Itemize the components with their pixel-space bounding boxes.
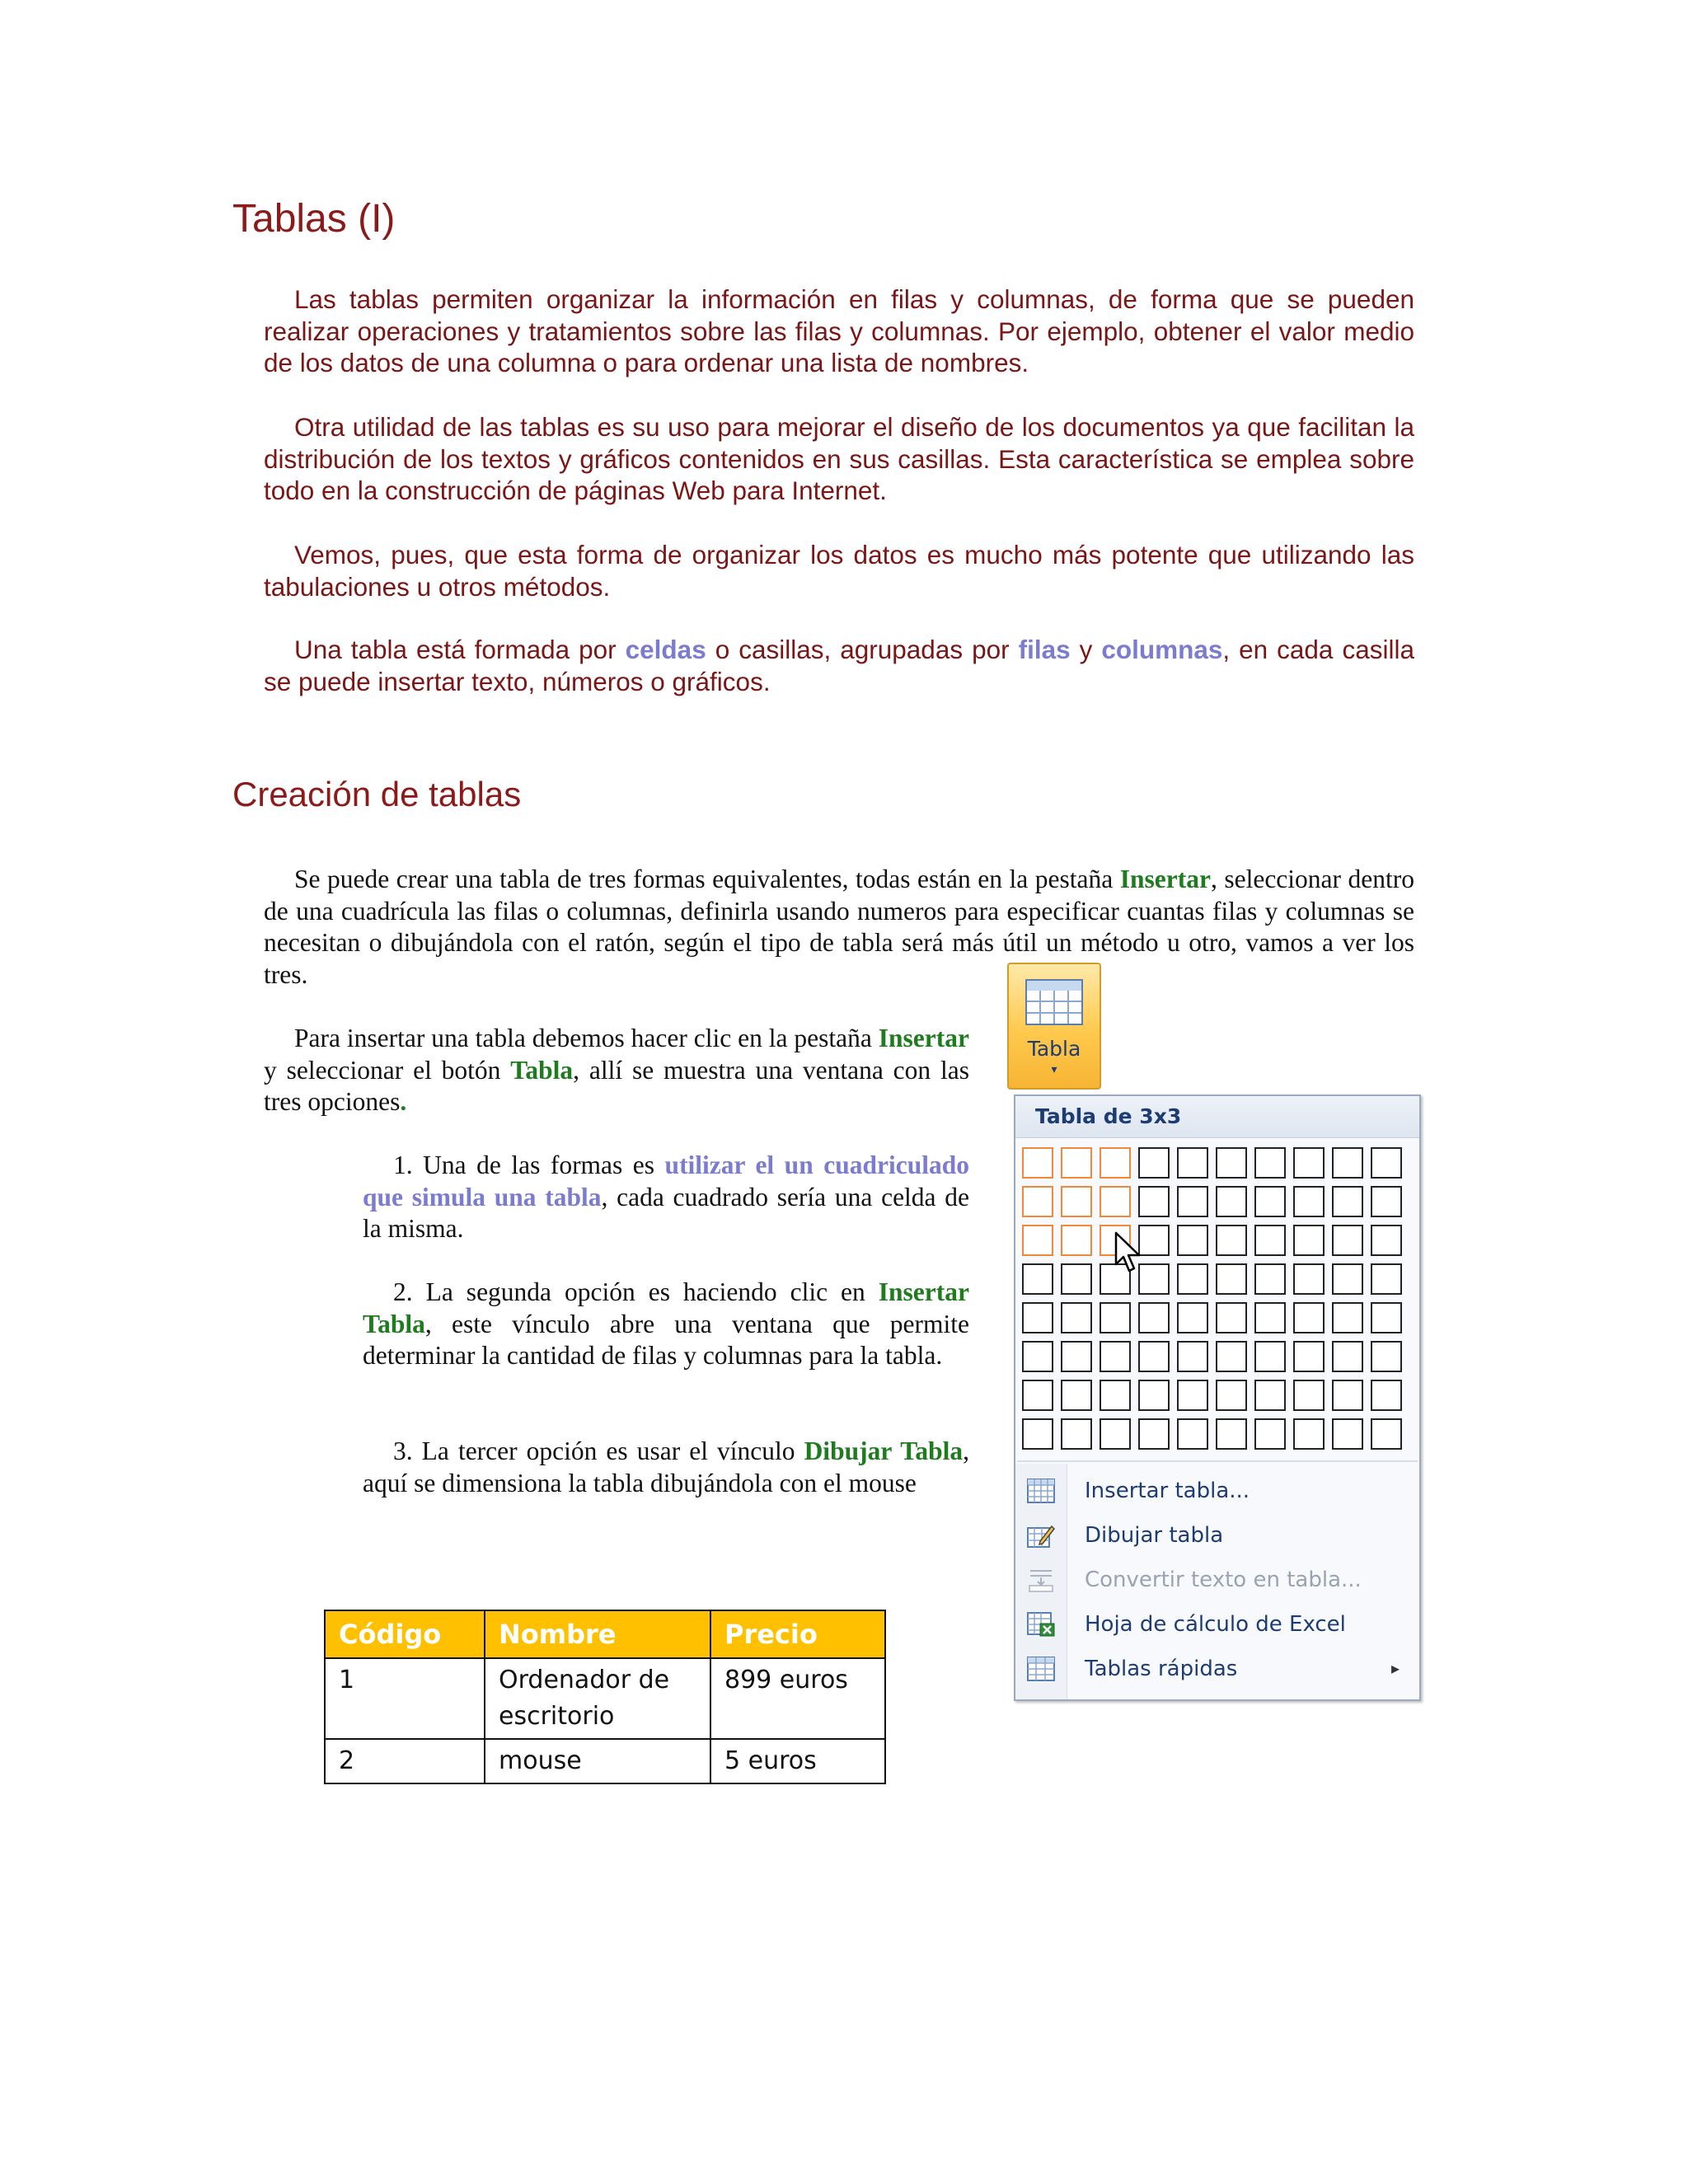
chevron-down-icon: ▾: [1051, 1063, 1057, 1076]
table-header-row: [325, 1610, 885, 1658]
grid-cell[interactable]: [1100, 1380, 1131, 1411]
paragraph-1: Las tablas permiten organizar la información en filas y columnas, de forma que se pueden realizar operaciones y tratamientos sobre las filas y columnas. Por ejemplo, obtener el valor medio de los datos de una columna o para ordenar una lista de nombres.: [264, 284, 1414, 377]
grid-cell[interactable]: [1138, 1147, 1170, 1179]
grid-cell[interactable]: [1138, 1263, 1170, 1295]
grid-cell[interactable]: [1022, 1225, 1053, 1256]
opt1-highlight: utilizar el un cuadriculado que simula una tabla: [363, 1151, 969, 1212]
grid-cell[interactable]: [1371, 1263, 1402, 1295]
grid-cell[interactable]: [1216, 1302, 1247, 1333]
opt2-highlight: Insertar Tabla: [363, 1277, 969, 1338]
grid-cell[interactable]: [1332, 1418, 1363, 1450]
grid-cell[interactable]: [1138, 1418, 1170, 1450]
mouse-pointer-icon: [1114, 1231, 1142, 1274]
grid-cell[interactable]: [1254, 1263, 1286, 1295]
grid-size-label: Tabla de 3x3: [1035, 1104, 1182, 1128]
grid-cell[interactable]: [1061, 1263, 1092, 1295]
table-cell: 5 euros: [710, 1739, 885, 1783]
grid-cell[interactable]: [1371, 1380, 1402, 1411]
grid-cell[interactable]: [1177, 1225, 1208, 1256]
grid-cell[interactable]: [1022, 1418, 1053, 1450]
table-icon: [1025, 979, 1083, 1025]
menu-item-label: Tablas rápidas: [1085, 1657, 1238, 1681]
grid-cell[interactable]: [1332, 1380, 1363, 1411]
grid-cell[interactable]: [1371, 1225, 1402, 1256]
grid-cell[interactable]: [1293, 1263, 1325, 1295]
p4-text-1: Una tabla está formada por: [294, 635, 626, 664]
grid-cell[interactable]: [1254, 1186, 1286, 1217]
grid-cell[interactable]: [1138, 1302, 1170, 1333]
section-title: Creación de tablas: [232, 775, 522, 813]
grid-cell[interactable]: [1254, 1147, 1286, 1179]
grid-cell[interactable]: [1061, 1380, 1092, 1411]
dropdown-header: [1015, 1096, 1419, 1138]
para-dot: .: [400, 1087, 407, 1116]
grid-cell[interactable]: [1022, 1302, 1053, 1333]
grid-cell[interactable]: [1216, 1341, 1247, 1372]
header-codigo: Código: [325, 1610, 485, 1658]
para-insertar: Insertar: [878, 1024, 969, 1052]
menu-item-convertir-texto: [1015, 1558, 1419, 1602]
grid-cell[interactable]: [1177, 1418, 1208, 1450]
menu-item-insertar-tabla[interactable]: [1015, 1469, 1419, 1513]
p4-text-3: y: [1070, 635, 1102, 664]
grid-cell[interactable]: [1022, 1186, 1053, 1217]
grid-cell[interactable]: [1061, 1225, 1092, 1256]
table-cell: 1: [325, 1658, 485, 1739]
grid-cell[interactable]: [1371, 1147, 1402, 1179]
table-cell: mouse: [485, 1739, 710, 1783]
para-tabla: Tabla: [510, 1055, 574, 1085]
grid-cell[interactable]: [1293, 1341, 1325, 1372]
term-celdas: celdas: [625, 635, 706, 664]
menu-item-label: Dibujar tabla: [1085, 1523, 1224, 1548]
dropdown-separator: [1017, 1460, 1418, 1462]
para-text-1: Para insertar una tabla debemos hacer clic en la pestaña: [294, 1024, 879, 1052]
grid-cell[interactable]: [1254, 1302, 1286, 1333]
grid-cell[interactable]: [1332, 1263, 1363, 1295]
grid-cell[interactable]: [1138, 1225, 1170, 1256]
intro-text-2: , seleccionar dentro de una cuadrícula las filas o columnas, definirla usando numeros para especificar cuantas filas y columnas se necesitan o dibujándola con el ratón, según el tipo de tabla será más útil un método u otro, vamos a ver los tres.: [264, 865, 1414, 989]
menu-item-label: Insertar tabla...: [1085, 1479, 1250, 1503]
grid-cell[interactable]: [1061, 1186, 1092, 1217]
grid-cell[interactable]: [1138, 1341, 1170, 1372]
para-text-3: , allí se muestra una ventana con las tres opciones: [264, 1055, 969, 1116]
excel-icon: [1027, 1612, 1055, 1637]
grid-cell[interactable]: [1100, 1186, 1131, 1217]
grid-cell[interactable]: [1022, 1380, 1053, 1411]
quick-tables-icon: [1027, 1657, 1055, 1681]
grid-cell[interactable]: [1254, 1418, 1286, 1450]
intro-insertar: Insertar: [1119, 865, 1211, 893]
grid-cell[interactable]: [1254, 1380, 1286, 1411]
grid-cell[interactable]: [1293, 1418, 1325, 1450]
para-text-2: y seleccionar el botón: [264, 1055, 511, 1085]
page-title: Tablas (I): [232, 197, 396, 241]
option-3: [363, 1436, 969, 1499]
grid-cell[interactable]: [1216, 1225, 1247, 1256]
grid-cell[interactable]: [1138, 1186, 1170, 1217]
opt2-text-2: , este vínculo abre una ventana que permite determinar la cantidad de filas y columnas para la tabla.: [363, 1309, 969, 1370]
product-table: [324, 1610, 886, 1784]
grid-cell[interactable]: [1061, 1147, 1092, 1179]
grid-cell[interactable]: [1061, 1302, 1092, 1333]
grid-cell[interactable]: [1216, 1263, 1247, 1295]
chevron-right-icon: ▸: [1390, 1658, 1400, 1678]
grid-cell[interactable]: [1100, 1418, 1131, 1450]
intro-text-1: Se puede crear una tabla de tres formas equivalentes, todas están en la pestaña: [294, 865, 1120, 893]
table-grid-picker[interactable]: [1020, 1146, 1416, 1459]
opt1-text-1: 1. Una de las formas es: [393, 1151, 665, 1179]
table-icon: [1027, 1479, 1055, 1503]
table-cell: 899 euros: [710, 1658, 885, 1739]
grid-cell[interactable]: [1177, 1186, 1208, 1217]
paragraph-2: Otra utilidad de las tablas es su uso para mejorar el diseño de los documentos ya que facilitan la distribución de los textos y gráficos contenidos en sus casillas. Esta característica se emplea sobre todo en la construcción de páginas Web para Internet.: [264, 412, 1414, 505]
grid-cell[interactable]: [1022, 1341, 1053, 1372]
convert-icon: [1027, 1568, 1055, 1592]
opt2-text-1: 2. La segunda opción es haciendo clic en: [393, 1277, 879, 1306]
intro-paragraph: [264, 864, 1414, 991]
grid-cell[interactable]: [1177, 1380, 1208, 1411]
term-columnas: columnas: [1101, 635, 1223, 664]
grid-cell[interactable]: [1332, 1186, 1363, 1217]
grid-cell[interactable]: [1254, 1225, 1286, 1256]
table-cell: Ordenador de escritorio: [485, 1658, 710, 1739]
grid-cell[interactable]: [1216, 1380, 1247, 1411]
header-nombre: Nombre: [485, 1610, 710, 1658]
grid-cell[interactable]: [1332, 1302, 1363, 1333]
tabla-ribbon-button[interactable]: [1007, 963, 1101, 1090]
grid-cell[interactable]: [1332, 1341, 1363, 1372]
grid-cell[interactable]: [1177, 1263, 1208, 1295]
grid-cell[interactable]: [1177, 1341, 1208, 1372]
paragraph-3: Vemos, pues, que esta forma de organizar los datos es mucho más potente que utilizando las tabulaciones u otros métodos.: [264, 540, 1414, 602]
menu-item-tablas-rapidas[interactable]: [1015, 1647, 1419, 1691]
p4-text-2: o casillas, agrupadas por: [706, 635, 1019, 664]
instructions-paragraph: [264, 1023, 969, 1118]
grid-cell[interactable]: [1216, 1418, 1247, 1450]
grid-cell[interactable]: [1293, 1147, 1325, 1179]
grid-cell[interactable]: [1216, 1147, 1247, 1179]
menu-item-hoja-excel[interactable]: [1015, 1602, 1419, 1647]
grid-cell[interactable]: [1371, 1341, 1402, 1372]
grid-cell[interactable]: [1022, 1263, 1053, 1295]
grid-cell[interactable]: [1061, 1418, 1092, 1450]
paragraph-4: [264, 634, 1414, 697]
insert-table-dropdown: [1014, 1094, 1421, 1701]
table-cell: 2: [325, 1739, 485, 1783]
grid-cell[interactable]: [1293, 1302, 1325, 1333]
grid-cell[interactable]: [1332, 1147, 1363, 1179]
tabla-button-label: Tabla: [1027, 1037, 1081, 1061]
grid-cell[interactable]: [1371, 1186, 1402, 1217]
option-2: [363, 1277, 969, 1372]
grid-cell[interactable]: [1061, 1341, 1092, 1372]
menu-item-dibujar-tabla[interactable]: [1015, 1513, 1419, 1558]
grid-cell[interactable]: [1177, 1302, 1208, 1333]
grid-cell[interactable]: [1022, 1147, 1053, 1179]
grid-cell[interactable]: [1100, 1341, 1131, 1372]
menu-item-label: Convertir texto en tabla...: [1085, 1568, 1362, 1592]
opt3-highlight: Dibujar Tabla: [804, 1436, 964, 1465]
grid-cell[interactable]: [1216, 1186, 1247, 1217]
opt3-text-2: , aquí se dimensiona la tabla dibujándola con el mouse: [363, 1436, 969, 1497]
grid-cell[interactable]: [1293, 1380, 1325, 1411]
table-row: [325, 1739, 885, 1783]
opt3-text-1: 3. La tercer opción es usar el vínculo: [393, 1436, 804, 1465]
grid-cell[interactable]: [1293, 1225, 1325, 1256]
p4-text-4: , en cada casilla se puede insertar texto, números o gráficos.: [264, 635, 1414, 696]
grid-cell[interactable]: [1254, 1341, 1286, 1372]
grid-cell[interactable]: [1332, 1225, 1363, 1256]
grid-cell[interactable]: [1293, 1186, 1325, 1217]
option-1: [363, 1150, 969, 1245]
pencil-table-icon: [1027, 1523, 1055, 1548]
term-filas: filas: [1018, 635, 1071, 664]
grid-cell[interactable]: [1138, 1380, 1170, 1411]
header-precio: Precio: [710, 1610, 885, 1658]
menu-item-label: Hoja de cálculo de Excel: [1085, 1612, 1346, 1637]
table-row: [325, 1658, 885, 1739]
grid-cell[interactable]: [1100, 1147, 1131, 1179]
grid-cell[interactable]: [1371, 1418, 1402, 1450]
opt1-text-2: , cada cuadrado sería una celda de la misma.: [363, 1182, 969, 1243]
grid-cell[interactable]: [1177, 1147, 1208, 1179]
grid-cell[interactable]: [1100, 1302, 1131, 1333]
grid-cell[interactable]: [1371, 1302, 1402, 1333]
